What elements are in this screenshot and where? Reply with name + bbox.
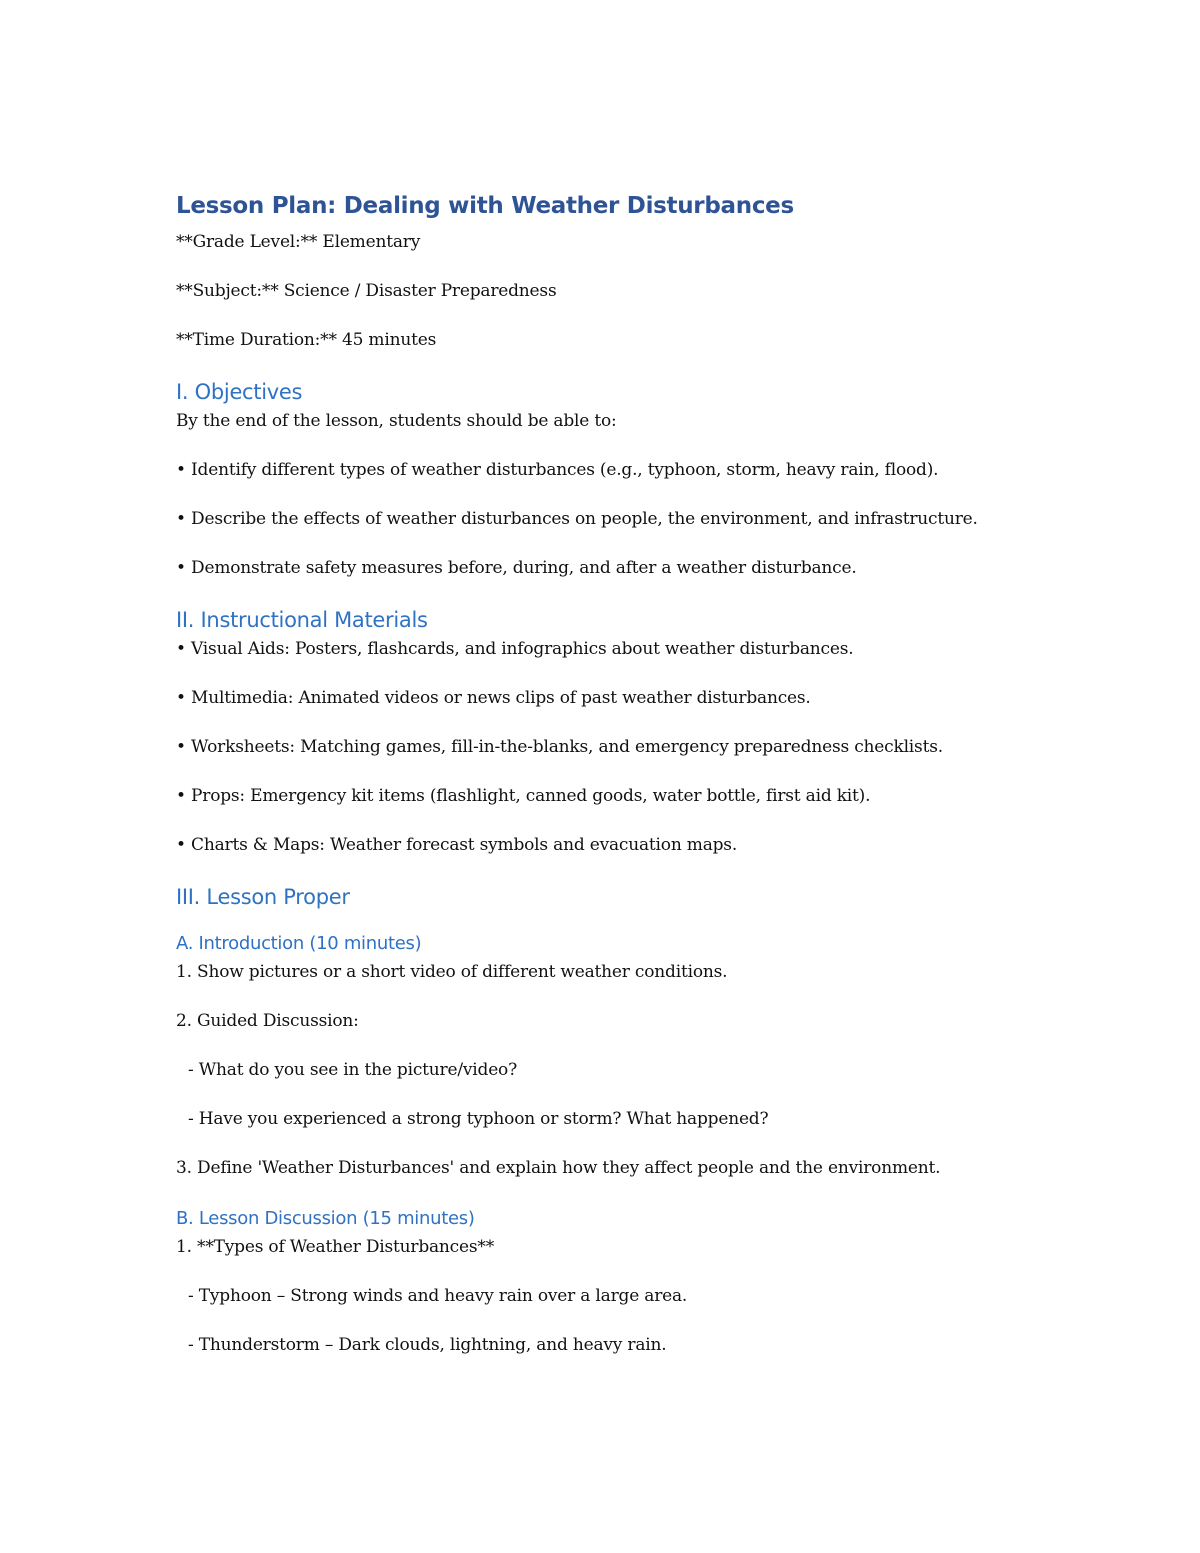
objectives-intro: By the end of the lesson, students should be able to:: [176, 411, 617, 431]
discussion-heading: B. Lesson Discussion (15 minutes): [176, 1208, 475, 1229]
material-item: • Charts & Maps: Weather forecast symbols and evacuation maps.: [176, 835, 738, 855]
subject: **Subject:** Science / Disaster Preparedness: [176, 281, 557, 301]
discussion-subitem: - Typhoon – Strong winds and heavy rain over a large area.: [188, 1286, 688, 1306]
material-item: • Worksheets: Matching games, fill-in-the-blanks, and emergency preparedness checklists.: [176, 737, 943, 757]
document-page: [176, 188, 1036, 1380]
objective-item: • Describe the effects of weather disturbances on people, the environment, and infrastructure.: [176, 509, 978, 529]
document-title: Lesson Plan: Dealing with Weather Disturbances: [176, 193, 794, 219]
discussion-subitem: - Thunderstorm – Dark clouds, lightning, and heavy rain.: [188, 1335, 667, 1355]
lesson-proper-heading: III. Lesson Proper: [176, 885, 350, 909]
grade-level: **Grade Level:** Elementary: [176, 232, 421, 252]
intro-item: 2. Guided Discussion:: [176, 1011, 359, 1031]
introduction-heading: A. Introduction (10 minutes): [176, 933, 422, 954]
material-item: • Multimedia: Animated videos or news clips of past weather disturbances.: [176, 688, 811, 708]
time-duration: **Time Duration:** 45 minutes: [176, 330, 437, 350]
intro-subitem: - Have you experienced a strong typhoon or storm? What happened?: [188, 1109, 769, 1129]
objectives-heading: I. Objectives: [176, 380, 303, 404]
intro-item: 1. Show pictures or a short video of different weather conditions.: [176, 962, 728, 982]
objective-item: • Demonstrate safety measures before, during, and after a weather disturbance.: [176, 558, 857, 578]
discussion-item: 1. **Types of Weather Disturbances**: [176, 1237, 494, 1257]
objective-item: • Identify different types of weather disturbances (e.g., typhoon, storm, heavy rain, flood).: [176, 460, 939, 480]
intro-subitem: - What do you see in the picture/video?: [188, 1060, 518, 1080]
material-item: • Visual Aids: Posters, flashcards, and infographics about weather disturbances.: [176, 639, 854, 659]
intro-item: 3. Define 'Weather Disturbances' and explain how they affect people and the environment.: [176, 1158, 941, 1178]
materials-heading: II. Instructional Materials: [176, 608, 428, 632]
material-item: • Props: Emergency kit items (flashlight, canned goods, water bottle, first aid kit).: [176, 786, 871, 806]
